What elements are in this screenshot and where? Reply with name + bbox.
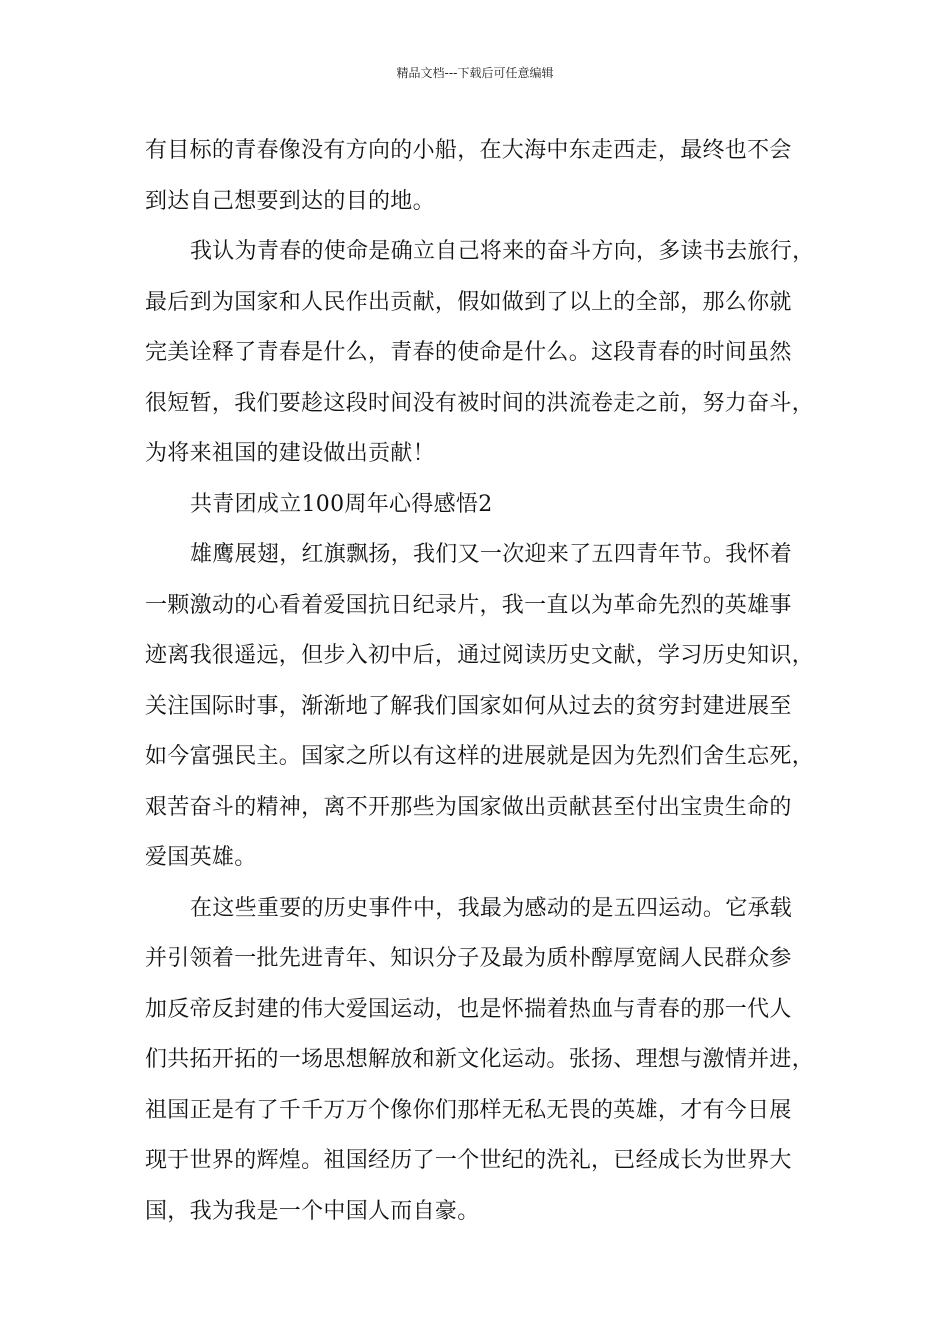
text-line: 在这些重要的历史事件中，我最为感动的是五四运动。它承载 [190,895,793,921]
text-line: 们共拓开拓的一场思想解放和新文化运动。张扬、理想与激情并进， [145,1047,815,1072]
text-line: 雄鹰展翅，红旗飘扬，我们又一次迎来了五四青年节。我怀着 [190,542,793,567]
text-line: 一颗激动的心看着爱国抗日纪录片，我一直以为革命先烈的英雄事 [145,592,792,618]
paragraph-4 [145,884,825,1238]
text-line: 我认为青春的使命是确立自己将来的奋斗方向，多读书去旅行， [190,239,815,264]
text-line: 为将来祖国的建设做出贡献！ [145,441,435,466]
text-line: 加反帝反封建的伟大爱国运动，也是怀揣着热血与青春的那一代人 [145,996,792,1022]
text-line: 艰苦奋斗的精神，离不开那些为国家做出贡献甚至付出宝贵生命的 [145,794,792,820]
text-line: 完美诠释了青春是什么，青春的使命是什么。这段青春的时间虽然 [145,340,792,365]
text-line: 最后到为国家和人民作出贡献，假如做到了以上的全部，那么你就 [145,289,792,315]
text-line: 国，我为我是一个中国人而自豪。 [145,1198,480,1224]
text-line: 到达自己想要到达的目的地。 [145,188,435,214]
text-line: 并引领着一批先进青年、知识分子及最为质朴醇厚宽阔人民群众参 [145,946,792,971]
text-line: 有目标的青春像没有方向的小船，在大海中东走西走，最终也不会 [145,138,792,163]
text-line: 如今富强民主。国家之所以有这样的进展就是因为先烈们舍生忘死， [145,744,815,769]
document-body [145,126,825,1237]
text-line: 很短暂，我们要趁这段时间没有被时间的洪流卷走之前，努力奋斗， [145,390,815,416]
section-heading [145,480,825,531]
paragraph-3 [145,530,825,884]
section-title: 共青团成立100周年心得感悟2 [190,491,493,517]
text-line: 迹离我很遥远，但步入初中后，通过阅读历史文献，学习历史知识， [145,643,815,668]
paragraph-1 [145,126,825,227]
text-line: 关注国际时事，渐渐地了解我们国家如何从过去的贫穷封建进展至 [145,693,792,719]
text-line: 现于世界的辉煌。祖国经历了一个世纪的洗礼，已经成长为世界大 [145,1148,792,1173]
page-header: 精品文档---下载后可任意编辑 [396,66,554,80]
text-line: 爱国英雄。 [145,845,257,870]
text-line: 祖国正是有了千千万万个像你们那样无私无畏的英雄，才有今日展 [145,1097,792,1123]
paragraph-2 [145,227,825,480]
